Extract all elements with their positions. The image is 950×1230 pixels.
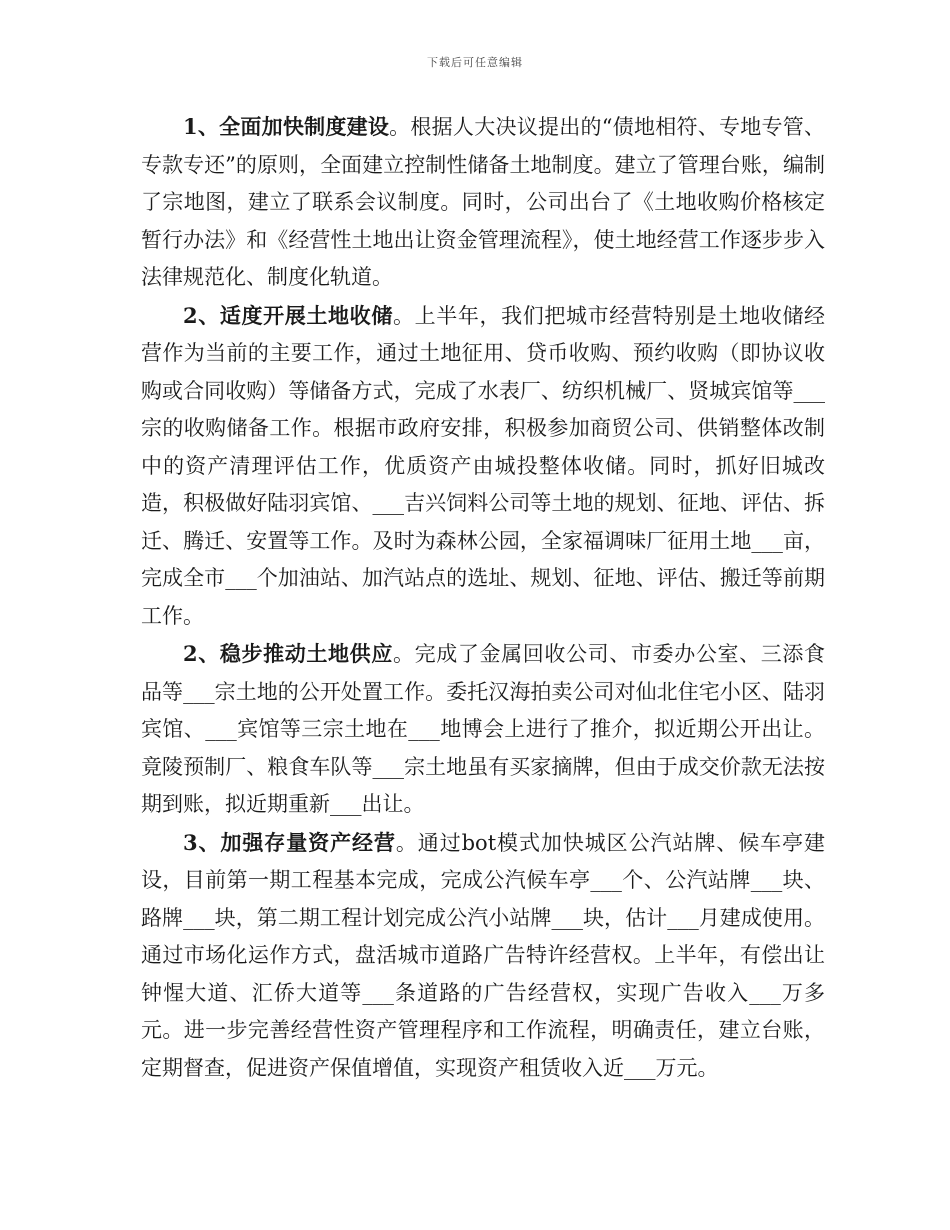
document-body — [141, 108, 825, 1087]
paragraph-1-text: 。根据人大决议提出的“债地相符、专地专管、专款专还”的原则，全面建立控制性储备土地制度。建立了管理台账，编制了宗地图，建立了联系会议制度。同时，公司出台了《土地收购价格核定暂行办法》和《经营性土地出让资金管理流程》，使土地经营工作逐步步入法律规范化、制度化轨道。 — [141, 115, 825, 289]
paragraph-3 — [141, 635, 825, 824]
paragraph-2-text: 。上半年，我们把城市经营特别是土地收储经营作为当前的主要工作，通过土地征用、贷币收购、预约收购（即协议收购或合同收购）等储备方式，完成了水表厂、纺织机械厂、贤城宾馆等___宗的收购储备工作。根据市政府安排，积极参加商贸公司、供销整体改制中的资产清理评估工作，优质资产由城投整体收储。同时，抓好旧城改造，积极做好陆羽宾馆、___吉兴饲料公司等土地的规划、征地、评估、拆迁、腾迁、安置等工作。及时为森林公园，全家福调味厂征用土地___亩，完成全市___个加油站、加汽站点的选址、规划、征地、评估、搬迁等前期工作。 — [141, 303, 825, 628]
paragraph-4 — [141, 824, 825, 1088]
paragraph-1-heading: 1、全面加快制度建设 — [183, 114, 390, 139]
paragraph-4-heading: 3、加强存量资产经营 — [183, 829, 396, 855]
header-note: 下载后可任意编辑 — [427, 56, 523, 69]
paragraph-2 — [141, 297, 825, 636]
paragraph-1 — [141, 108, 825, 297]
paragraph-3-text: 。完成了金属回收公司、市委办公室、三添食品等___宗土地的公开处置工作。委托汉海拍卖公司对仙北住宅小区、陆羽宾馆、___宾馆等三宗土地在___地博会上进行了推介，拟近期公开出让。竟陵预制厂、粮食车队等___宗土地虽有买家摘牌，但由于成交价款无法按期到账，拟近期重新___出让。 — [141, 642, 825, 816]
paragraph-3-heading: 2、稳步推动土地供应 — [183, 641, 393, 666]
paragraph-2-heading: 2、适度开展土地收储 — [183, 302, 393, 328]
paragraph-4-text: 。通过bot模式加快城区公汽站牌、候车亭建设，目前第一期工程基本完成，完成公汽候车亭___个、公汽站牌___块、路牌___块，第二期工程计划完成公汽小站牌___块，估计___月建成使用。通过市场化运作方式，盘活城市道路广告特许经营权。上半年，有偿出让钟惺大道、汇侨大道等___条道路的广告经营权，实现广告收入___万多元。进一步完善经营性资产管理程序和工作流程，明确责任，建立台账，定期督查，促进资产保值增值，实现资产租赁收入近___万元。 — [141, 830, 825, 1080]
